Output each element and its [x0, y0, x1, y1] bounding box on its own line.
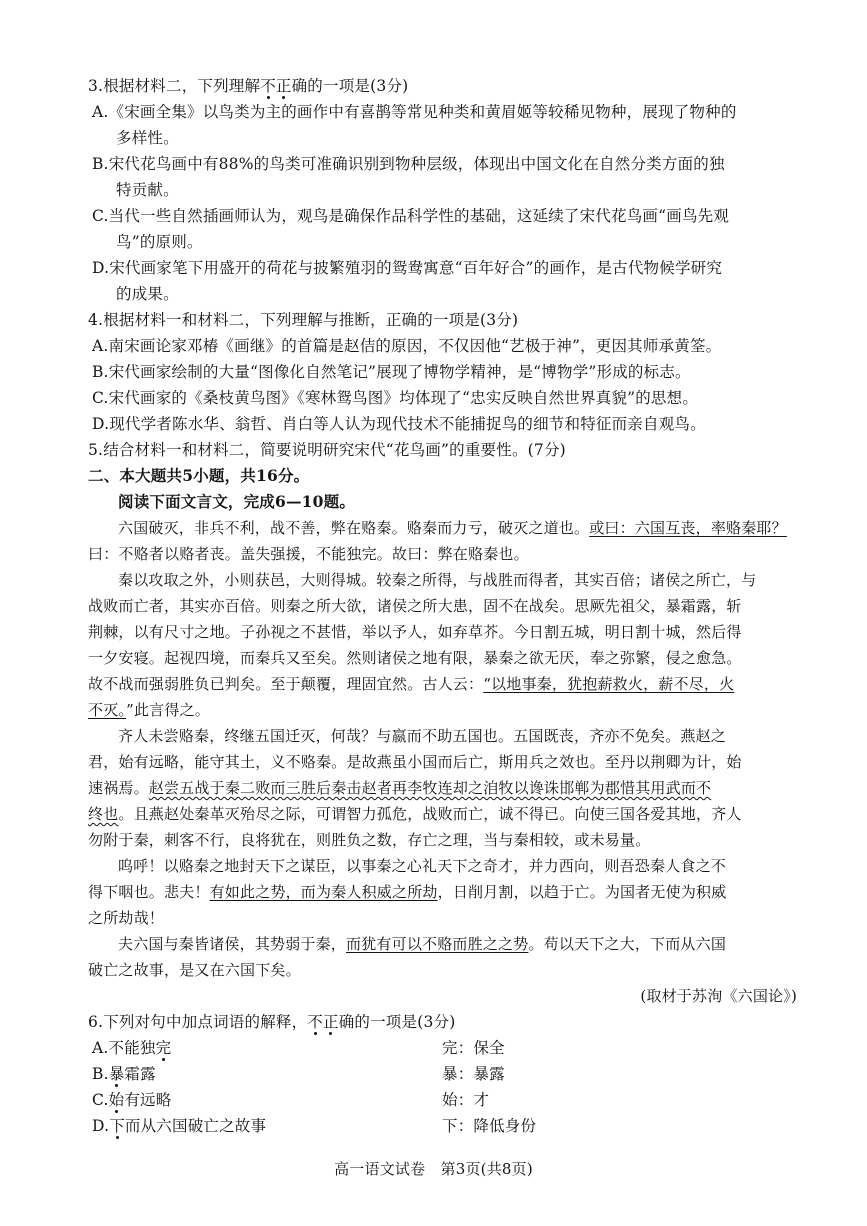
section-heading: 二、本大题共5小题，共16分。	[88, 466, 310, 485]
dotted-word: 暴	[108, 1065, 125, 1083]
passage-line: 秦以攻取之外，小则获邑，大则得城。较秦之所得，与战胜而得者，其实百倍；诸侯之所亡，与	[118, 571, 757, 589]
underlined-sentence: 而犹有可以不赂而胜之之势	[346, 935, 529, 953]
q6-stem	[88, 1011, 455, 1033]
passage-text: ”此言得之。	[126, 701, 210, 719]
q3-option-d: D.宋代画家笔下用盛开的荷花与披繁殖羽的鸳鸯寓意“百年好合”的画作，是古代物候学研究	[92, 259, 723, 277]
option-text: 而从六国破亡之故事	[124, 1117, 267, 1135]
passage-line: 呜呼！以赂秦之地封天下之谋臣，以事秦之心礼天下之奇才，并力西向，则吾恐秦人食之不	[118, 857, 727, 875]
dotted-word: 始	[108, 1091, 125, 1109]
q4-option-d: D.现代学者陈水华、翁哲、肖白等人认为现代技术不能捕捉鸟的细节和特征而亲自观鸟。	[92, 415, 706, 433]
underlined-quote: 不灭。	[88, 701, 127, 719]
wavy-underlined-sentence: 赵尝五战于秦二败而三胜后秦击赵者再李牧连却之洎牧以谗诛邯郸为郡惜其用武而不	[148, 779, 712, 797]
passage-source: (取材于苏洵《六国论》)	[640, 987, 797, 1005]
option-text: B.	[92, 1065, 109, 1083]
passage-line: 勿附于秦，刺客不行，良将犹在，则胜负之数，存亡之理，当与秦相较，或未易量。	[88, 831, 651, 849]
q5-stem: 5.结合材料一和材料二，简要说明研究宋代“花鸟画”的重要性。(7分)	[88, 441, 566, 459]
q3-stem-text: 3.根据材料二，下列理解	[88, 77, 261, 95]
dotted-word: 完	[155, 1039, 172, 1057]
passage-text: 速祸焉。	[88, 779, 149, 797]
option-text: 霜露	[124, 1065, 156, 1083]
passage-line	[88, 673, 734, 695]
q3-stem	[88, 75, 408, 97]
passage-text: 夫六国与秦皆诸侯，其势弱于秦，	[118, 935, 347, 953]
passage-line: 破亡之故事，是又在六国下矣。	[88, 961, 301, 979]
q4-option-a: A.南宋画论家邓椿《画继》的首篇是赵佶的原因，不仅因他“艺极于神”，更因其师承黄筌。	[92, 337, 722, 355]
passage-line: 一夕安寝。起视四境，而秦兵又至矣。然则诸侯之地有限，暴秦之欲无厌，奉之弥繁，侵之愈急。	[88, 649, 742, 667]
underlined-quote: “以地事秦，犹抱薪救火，薪不尽，火	[483, 675, 735, 693]
q6-stem-text: 确的一项是(3分)	[338, 1013, 456, 1031]
q3-option-c-cont: 鸟”的原则。	[116, 233, 203, 251]
q6-option-b	[92, 1063, 156, 1085]
page-footer: 高一语文试卷 第3页(共8页)	[334, 1160, 533, 1178]
q6-stem-text: 6.下列对句中加点词语的解释，	[88, 1013, 308, 1031]
passage-line: 君，始有远略，能守其土，义不赂秦。是故燕虽小国而后亡，斯用兵之效也。至丹以荆卿为计，始	[88, 753, 742, 771]
q6-option-d-explanation: 下：降低身份	[442, 1117, 537, 1135]
wavy-underlined-sentence: 终也	[88, 805, 119, 823]
passage-line: 战败而亡者，其实亦百倍。则秦之所大欲，诸侯之所大患，固不在战矣。思厥先祖父，暴霜露，斩	[88, 597, 742, 615]
passage-line: 齐人未尝赂秦，终继五国迁灭，何哉？与嬴而不助五国也。五国既丧，齐亦不免矣。燕赵之	[118, 727, 727, 745]
dotted-word: 下	[109, 1117, 125, 1135]
q6-option-a	[92, 1037, 171, 1059]
q4-option-b: B.宋代画家绘制的大量“图像化自然笔记”展现了博物学精神，是“博物学”形成的标志。	[92, 363, 691, 381]
q6-emphasis-char: 不	[307, 1013, 323, 1031]
passage-text: 。且燕赵处秦革灭殆尽之际，可谓智力孤危，战败而亡，诚不得已。向使三国各爱其地，齐人	[118, 805, 742, 823]
option-text: C.	[92, 1091, 109, 1109]
option-text: A.不能独	[92, 1039, 156, 1057]
q3-option-a-cont: 多样性。	[116, 129, 179, 147]
q6-option-a-explanation: 完：保全	[442, 1039, 505, 1057]
passage-text: 得下咽也。悲夫！	[88, 883, 210, 901]
passage-line	[88, 777, 711, 799]
passage-text: 。苟以天下之大，下而从六国	[528, 935, 727, 953]
q3-stem-text: 确的一项是(3分)	[291, 77, 409, 95]
underlined-sentence: 有如此之势，而为秦人积威之所劫	[209, 883, 438, 901]
q6-option-d	[92, 1115, 266, 1137]
underlined-sentence: 或曰：六国互丧，率赂秦耶？	[589, 519, 787, 537]
q6-emphasis-char: 正	[323, 1013, 339, 1031]
q3-option-b: B.宋代花鸟画中有88%的鸟类可准确识别到物种层级，体现出中国文化在自然分类方面的独	[92, 155, 725, 173]
q4-stem: 4.根据材料一和材料二，下列理解与推断，正确的一项是(3分)	[88, 311, 519, 329]
q6-option-c-explanation: 始：才	[442, 1091, 490, 1109]
q3-option-a: A.《宋画全集》以鸟类为主的画作中有喜鹊等常见种类和黄眉姬等较稀见物种，展现了物种的	[92, 103, 737, 121]
passage-line	[118, 933, 726, 955]
passage-line	[88, 699, 210, 721]
option-text: 有远略	[124, 1091, 172, 1109]
passage-line: 荆棘，以有尺寸之地。子孙视之不甚惜，举以予人，如弃草芥。今日割五城，明日割十城，然后得	[88, 623, 742, 641]
q3-emphasis-char: 不	[260, 77, 276, 95]
passage-line: 曰：不赂者以赂者丧。盖失强援，不能独完。故曰：弊在赂秦也。	[88, 545, 529, 563]
passage-line	[88, 803, 742, 825]
passage-instruction: 阅读下面文言文，完成6—10题。	[118, 492, 356, 511]
q6-option-c	[92, 1089, 171, 1111]
passage-text: 故不战而强弱胜负已判矣。至于颠覆，理固宜然。古人云：	[88, 675, 484, 693]
option-text: D.	[92, 1117, 110, 1135]
passage-line	[88, 881, 726, 903]
q3-emphasis-char: 正	[275, 77, 292, 95]
passage-line	[118, 517, 787, 539]
q3-option-c: C.当代一些自然插画师认为，观鸟是确保作品科学性的基础，这延续了宋代花鸟画“画鸟先观	[92, 207, 730, 225]
q6-option-b-explanation: 暴：暴露	[442, 1065, 505, 1083]
q3-option-b-cont: 特贡献。	[116, 181, 179, 199]
passage-text: ，日削月割，以趋于亡。为国者无使为积威	[437, 883, 727, 901]
passage-line: 之所劫哉！	[88, 909, 165, 927]
q3-option-d-cont: 的成果。	[116, 285, 179, 303]
q4-option-c: C.宋代画家的《桑枝黄鸟图》《寒林鸳鸟图》均体现了“忠实反映自然世界真貌”的思想。	[92, 389, 699, 407]
passage-text: 六国破灭，非兵不利，战不善，弊在赂秦。赂秦而力亏，破灭之道也。	[118, 519, 590, 537]
